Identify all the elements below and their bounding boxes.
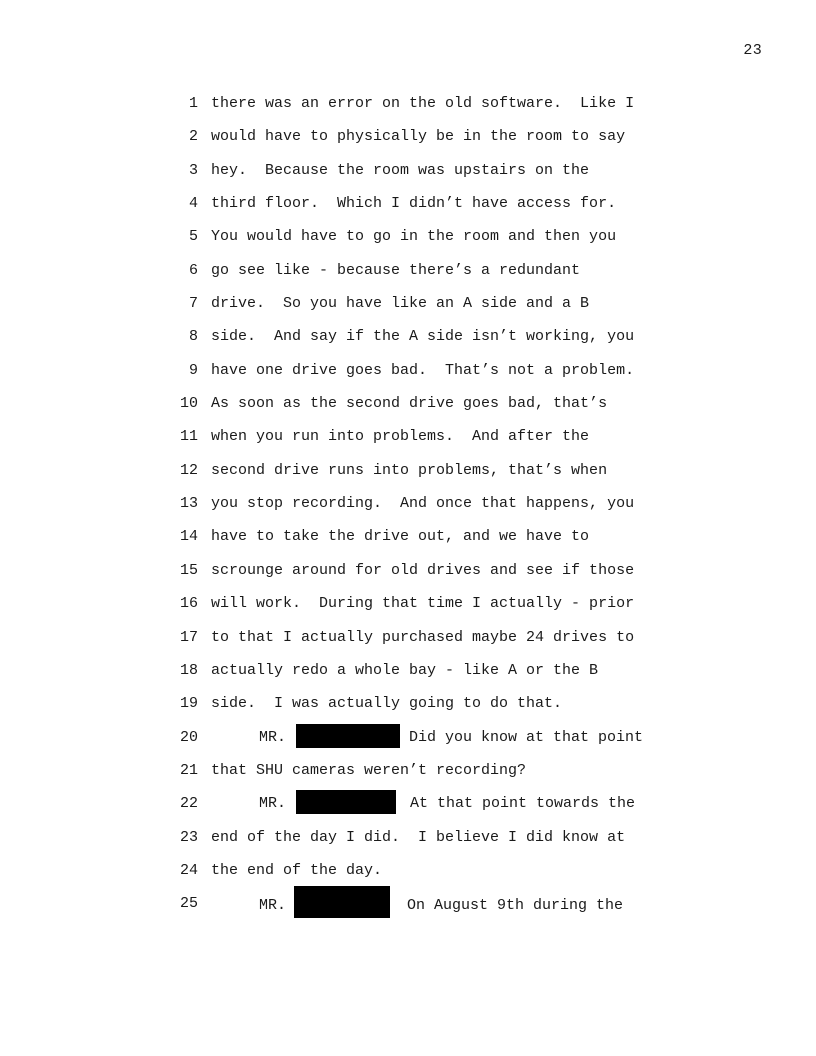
speaker-text: At that point towards the — [410, 795, 636, 813]
transcript-line — [170, 859, 690, 892]
speaker-text: Did you know at that point — [400, 728, 644, 746]
line-text: have to take the drive out, and we have to — [211, 528, 590, 546]
transcript-line — [170, 225, 690, 258]
line-text — [259, 726, 643, 750]
line-text: actually redo a whole bay - like A or the B — [211, 661, 599, 679]
transcript-line — [170, 425, 690, 458]
line-number: 15 — [179, 561, 198, 579]
transcript-line — [170, 92, 690, 125]
line-text: the end of the day. — [211, 861, 383, 879]
transcript-line — [170, 559, 690, 592]
line-text: You would have to go in the room and then you — [211, 228, 617, 246]
line-text: that SHU cameras weren’t recording? — [211, 761, 527, 779]
line-text: end of the day I did. I believe I did know at — [211, 828, 626, 846]
redaction-box — [294, 886, 390, 918]
line-number: 1 — [188, 95, 198, 112]
line-number: 20 — [179, 728, 198, 746]
redaction-box — [296, 724, 400, 748]
line-text: to that I actually purchased maybe 24 drives to — [211, 628, 635, 646]
line-text — [259, 792, 635, 816]
transcript-body — [170, 92, 690, 926]
line-number: 24 — [179, 861, 198, 879]
transcript-line — [170, 759, 690, 792]
line-text: would have to physically be in the room to say — [211, 128, 626, 146]
line-number: 19 — [179, 695, 198, 713]
redaction-box — [296, 790, 396, 814]
line-number: 6 — [188, 261, 198, 279]
line-text: hey. Because the room was upstairs on the — [211, 161, 590, 179]
line-text: there was an error on the old software. Like I — [211, 95, 635, 112]
line-number: 13 — [179, 495, 198, 513]
line-number: 10 — [179, 395, 198, 413]
line-number: 16 — [179, 595, 198, 613]
line-text: you stop recording. And once that happens, you — [211, 495, 635, 513]
line-text: third floor. Which I didn’t have access for. — [211, 195, 617, 213]
line-number: 23 — [179, 828, 198, 846]
line-number: 3 — [188, 161, 198, 179]
transcript-line — [170, 192, 690, 225]
transcript-line — [170, 692, 690, 725]
transcript-line — [170, 492, 690, 525]
line-number: 9 — [188, 361, 198, 379]
speaker-label: MR. — [259, 728, 287, 746]
transcript-line — [170, 292, 690, 325]
line-text: go see like - because there’s a redundant — [211, 261, 581, 279]
speaker-text: On August 9th during the — [398, 897, 624, 915]
line-number: 18 — [179, 661, 198, 679]
line-text: As soon as the second drive goes bad, that’s — [211, 395, 608, 413]
transcript-line — [170, 359, 690, 392]
line-number: 11 — [179, 428, 198, 446]
transcript-line — [170, 826, 690, 859]
transcript-line — [170, 159, 690, 192]
line-text: scrounge around for old drives and see if those — [211, 561, 635, 579]
line-number: 8 — [188, 328, 198, 346]
transcript-line — [170, 592, 690, 625]
line-text: side. And say if the A side isn’t working, you — [211, 328, 635, 346]
line-number: 12 — [179, 461, 198, 479]
transcript-line — [170, 626, 690, 659]
line-number: 7 — [188, 295, 198, 313]
transcript-line — [170, 459, 690, 492]
transcript-line — [170, 892, 690, 925]
line-number: 22 — [179, 795, 198, 813]
transcript-line — [170, 659, 690, 692]
line-number: 14 — [179, 528, 198, 546]
transcript-line — [170, 259, 690, 292]
line-number: 4 — [188, 195, 198, 213]
line-text: drive. So you have like an A side and a B — [211, 295, 590, 313]
line-text: have one drive goes bad. That’s not a problem. — [211, 361, 635, 379]
transcript-line — [170, 792, 690, 825]
page-number: 23 — [743, 42, 762, 59]
line-text: second drive runs into problems, that’s when — [211, 461, 608, 479]
line-number: 5 — [188, 228, 198, 246]
line-number: 25 — [179, 895, 198, 913]
speaker-label: MR. — [259, 897, 287, 915]
transcript-line — [170, 325, 690, 358]
transcript-line — [170, 525, 690, 558]
line-text: when you run into problems. And after the — [211, 428, 590, 446]
speaker-label: MR. — [259, 795, 287, 813]
transcript-line — [170, 726, 690, 759]
line-text — [259, 892, 623, 918]
line-number: 2 — [188, 128, 198, 146]
line-text: will work. During that time I actually - prior — [211, 595, 635, 613]
line-text: side. I was actually going to do that. — [211, 695, 563, 713]
line-number: 21 — [179, 761, 198, 779]
transcript-line — [170, 125, 690, 158]
line-number: 17 — [179, 628, 198, 646]
transcript-line — [170, 392, 690, 425]
